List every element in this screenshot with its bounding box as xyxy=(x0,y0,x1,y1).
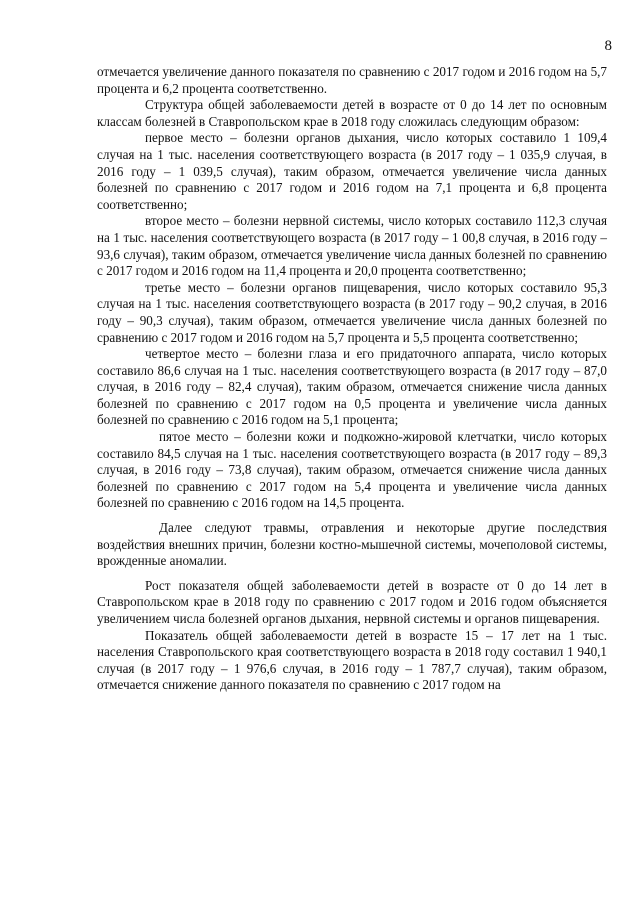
paragraph-structure-intro: Структура общей заболеваемости детей в возрасте от 0 до 14 лет по основным классам болезней в Ставропольском крае в 2018 году сложилась следующим образом: xyxy=(97,97,607,129)
paragraph-other-causes: Далее следуют травмы, отравления и некоторые другие последствия воздействия внешних причин, болезни костно-мышечной системы, мочеполовой системы, врожденные аномалии. xyxy=(97,520,607,569)
document-body xyxy=(97,64,607,694)
paragraph-fourth-place: четвертое место – болезни глаза и его придаточного аппарата, число которых составило 86,6 случая на 1 тыс. населения соответствующего возраста (в 2017 году – 87,0 случая, в 2016 году – 82,4 случая), таким образом, отмечается снижение числа данных болезней по сравнению с 2017 годом на 0,5 процента и увеличение числа данных болезней по сравнению с 2016 годом на 5,1 процента; xyxy=(97,346,607,428)
paragraph-growth-explanation: Рост показателя общей заболеваемости детей в возрасте от 0 до 14 лет в Ставропольском крае в 2018 году по сравнению с 2017 годом и 2016 годом объясняется увеличением числа болезней органов дыхания, нервной системы и органов пищеварения. xyxy=(97,577,607,626)
paragraph-gap xyxy=(97,512,607,520)
paragraph-continuation: отмечается увеличение данного показателя по сравнению с 2017 годом и 2016 годом на 5,7 процента и 6,2 процента соответственно. xyxy=(97,64,607,96)
paragraph-third-place: третье место – болезни органов пищеварения, число которых составило 95,3 случая на 1 тыс. населения соответствующего возраста (в 2017 году – 90,2 случая, в 2016 году – 90,3 случая), таким образом, отмечается увеличение числа данных болезней по сравнению с 2017 годом и 2016 годом на 5,7 процента и 5,5 процента соответственно; xyxy=(97,279,607,345)
page-number: 8 xyxy=(604,38,612,54)
paragraph-second-place: второе место – болезни нервной системы, число которых составило 112,3 случая на 1 тыс. населения соответствующего возраста (в 2017 году – 1 00,8 случая, в 2016 году – 93,6 случая), таким образом, отмечается увеличение числа данных болезней по сравнению с 2017 годом и 2016 годом на 11,4 процента и 20,0 процента соответственно; xyxy=(97,213,607,279)
paragraph-first-place: первое место – болезни органов дыхания, число которых составило 1 109,4 случая на 1 тыс. населения соответствующего возраста (в 2017 году – 1 035,9 случая, в 2016 году – 1 039,5 случая), таким образом, отмечается увеличение числа данных болезней по сравнению с 2017 годом и 2016 годом на 7,1 процента и 6,8 процента соответственно; xyxy=(97,130,607,212)
paragraph-fifth-place: пятое место – болезни кожи и подкожно-жировой клетчатки, число которых составило 84,5 случая на 1 тыс. населения соответствующего возраста (в 2017 году – 89,3 случая, в 2016 году – 73,8 случая), таким образом, отмечается снижение числа данных болезней по сравнению с 2017 годом на 5,4 процента и увеличение числа данных болезней по сравнению с 2016 годом на 14,5 процента. xyxy=(97,429,607,511)
paragraph-gap xyxy=(97,570,607,578)
paragraph-teen-indicator: Показатель общей заболеваемости детей в возрасте 15 – 17 лет на 1 тыс. населения Ставропольского края соответствующего возраста в 2018 году составил 1 940,1 случая (в 2017 году – 1 976,6 случая, в 2016 году – 1 787,7 случая), таким образом, отмечается снижение данного показателя по сравнению с 2017 годом на xyxy=(97,627,607,693)
